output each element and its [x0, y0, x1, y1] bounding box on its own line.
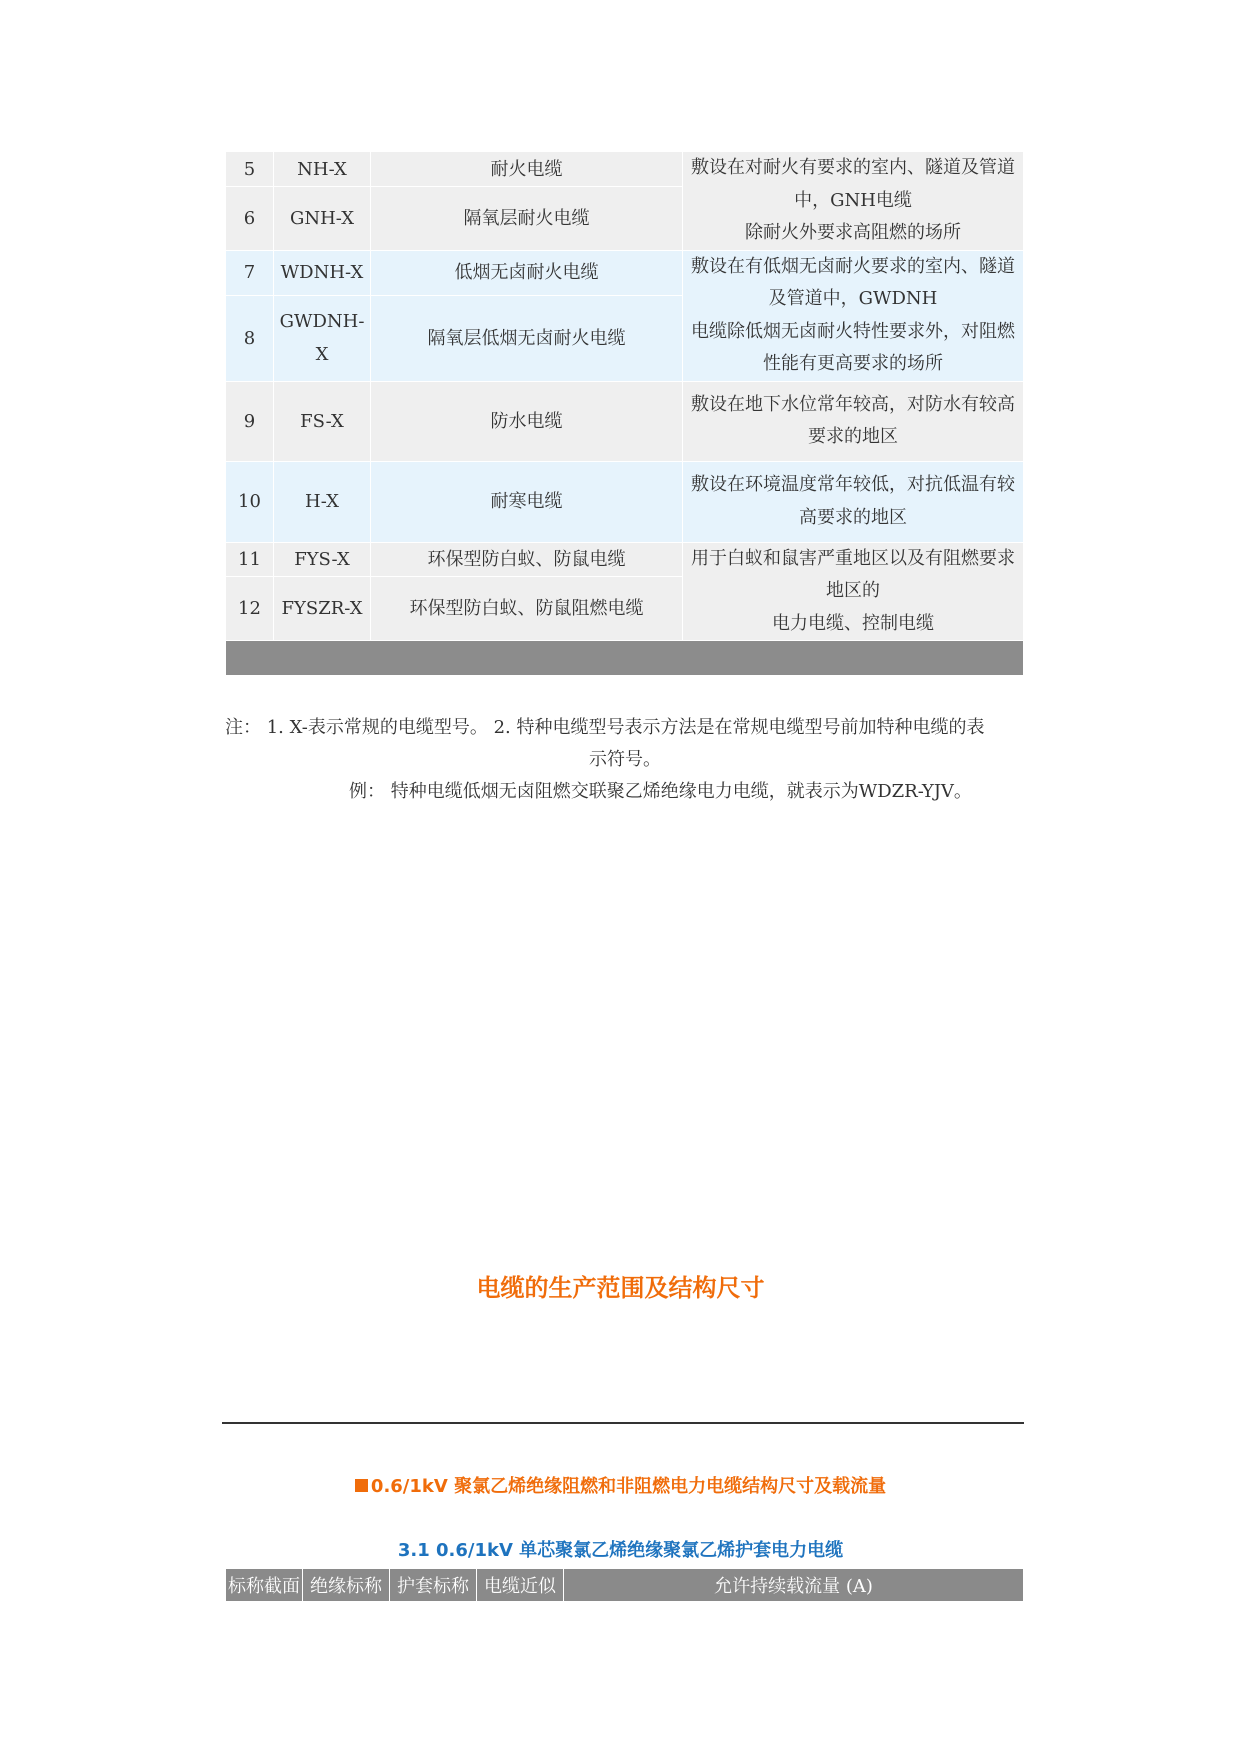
note-example: 例： 特种电缆低烟无卤阻燃交联聚乙烯绝缘电力电缆，就表示为WDZR-YJV。: [349, 781, 972, 802]
description-line: 敷设在有低烟无卤耐火要求的室内、隧道: [691, 255, 1015, 277]
cable-name: 隔氧层低烟无卤耐火电缆: [371, 295, 683, 381]
description-line: 敷设在地下水位常年较高，对防水有较高: [691, 393, 1015, 415]
description-line: 敷设在对耐火有要求的室内、隧道及管道: [691, 157, 1015, 178]
section-title: 电缆的生产范围及结构尺寸: [476, 1274, 765, 1302]
description-line: 及管道中，GWDNH: [768, 288, 938, 309]
header-cell-approx: 电缆近似: [477, 1569, 564, 1602]
description-line: 电缆除低烟无卤耐火特性要求外，对阻燃: [691, 320, 1015, 342]
table-row: [226, 250, 1024, 295]
horizontal-divider: [222, 1422, 1024, 1424]
note-line: 注： 1. X-表示常规的电缆型号。 2. 特种电缆型号表示方法是在常规电缆型号前加特种电缆的表: [225, 717, 985, 738]
cable-model: FS-X: [274, 381, 371, 461]
cable-spec-header-table: [225, 1568, 1024, 1602]
description-line: 要求的地区: [808, 426, 898, 447]
header-cell-insulation: 绝缘标称: [303, 1569, 390, 1602]
cable-name: 环保型防白蚁、防鼠阻燃电缆: [371, 576, 683, 640]
cable-name: 耐寒电缆: [371, 461, 683, 542]
cable-model: FYSZR-X: [274, 576, 371, 640]
description-line: 高要求的地区: [799, 506, 907, 528]
cable-name: 低烟无卤耐火电缆: [371, 250, 683, 295]
cable-model: FYS-X: [274, 542, 371, 576]
row-number: 10: [226, 461, 274, 542]
footer-cell: [226, 641, 1024, 676]
description-line: 性能有更高要求的场所: [763, 353, 943, 374]
description-line: 除耐火外要求高阻燃的场所: [745, 222, 961, 243]
description-line: 用于白蚁和鼠害严重地区以及有阻燃要求: [691, 547, 1015, 569]
cable-name: 隔氧层耐火电缆: [371, 187, 683, 250]
row-number: 7: [226, 250, 274, 295]
row-number: 12: [226, 576, 274, 640]
cable-model: GNH-X: [274, 187, 371, 250]
table-row: [226, 542, 1024, 576]
cable-model: H-X: [274, 461, 371, 542]
header-cell-nominal-section: 标称截面: [226, 1569, 303, 1602]
table-footer-bar: [226, 641, 1024, 676]
table-row: [226, 461, 1024, 542]
cable-name: 环保型防白蚁、防鼠电缆: [371, 542, 683, 576]
cable-name: 耐火电缆: [371, 152, 683, 187]
row-number: 8: [226, 295, 274, 381]
description-line: 电力电缆、控制电缆: [772, 612, 934, 634]
special-cable-table: [225, 151, 1024, 676]
row-number: 11: [226, 542, 274, 576]
table-row: [226, 152, 1024, 187]
cable-model: GWDNH-X: [274, 295, 371, 381]
subheading-product-range: [0, 1472, 1241, 1498]
row-number: 5: [226, 152, 274, 187]
note-line: 示符号。: [589, 749, 661, 770]
usage-description: [683, 542, 1024, 641]
row-number: 6: [226, 187, 274, 250]
usage-description: [683, 152, 1024, 251]
header-cell-current-capacity: 允许持续载流量 (A): [564, 1569, 1024, 1602]
description-line: 地区的: [826, 580, 880, 601]
cable-model: NH-X: [274, 152, 371, 187]
description-line: 敷设在环境温度常年较低，对抗低温有较: [691, 474, 1015, 495]
usage-description: [683, 250, 1024, 381]
cable-name: 防水电缆: [371, 381, 683, 461]
row-number: 9: [226, 381, 274, 461]
header-cell-sheath: 护套标称: [390, 1569, 477, 1602]
header-row: [226, 1569, 1024, 1602]
usage-description: [683, 461, 1024, 542]
subheading-single-core: 3.1 0.6/1kV 单芯聚氯乙烯绝缘聚氯乙烯护套电力电缆: [397, 1540, 844, 1561]
description-line: 中，GNH电缆: [794, 189, 912, 211]
table-row: [226, 381, 1024, 461]
usage-description: [683, 381, 1024, 461]
square-bullet-icon: [355, 1479, 368, 1492]
cable-model: WDNH-X: [274, 250, 371, 295]
subheading-text: 0.6/1kV 聚氯乙烯绝缘阻燃和非阻燃电力电缆结构尺寸及载流量: [370, 1476, 887, 1497]
